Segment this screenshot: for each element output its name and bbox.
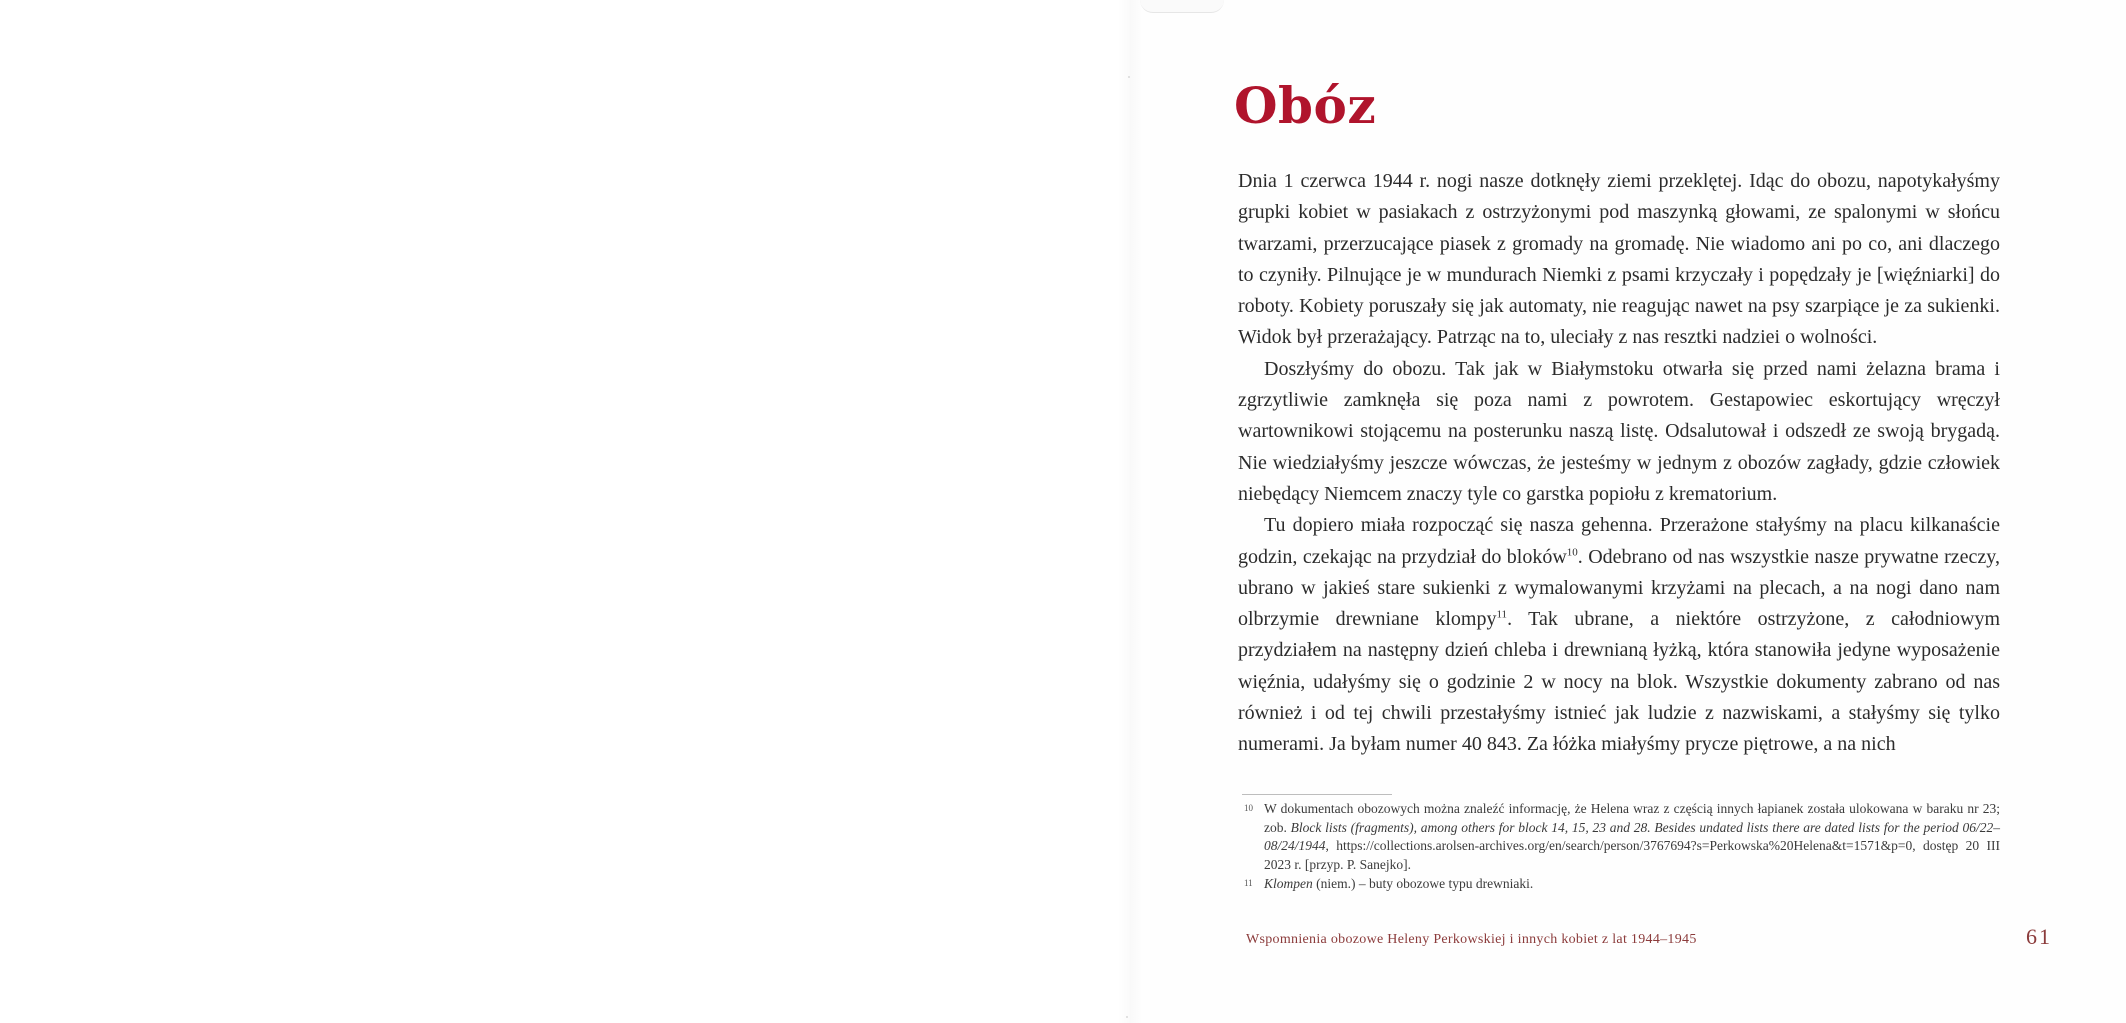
footnote-italic-term: Klompen [1264, 875, 1313, 891]
paragraph-3 [1238, 510, 2000, 760]
footnote-number: 11 [1244, 877, 1253, 888]
footnote-11 [1242, 875, 2000, 894]
scan-tab-mark [1140, 0, 1224, 13]
scan-speck [1126, 1016, 1128, 1018]
footnote-divider [1242, 794, 1392, 795]
paragraph-3-part-b: . Odebrano od nas wszystkie nasze prywatne rzeczy, ubrano w jakieś stare sukienki z wymalowanymi krzyżami na plecach, a na nogi dano nam olbrzymie drewniane klompy [1238, 545, 2000, 631]
running-footer-title: Wspomnienia obozowe Heleny Perkowskiej i innych kobiet z lat 1944–1945 [1246, 932, 1697, 947]
footnote-number: 10 [1244, 803, 1253, 813]
paragraph-1: Dnia 1 czerwca 1944 r. nogi nasze dotknęły ziemi przeklętej. Idąc do obozu, napotykałyśmy grupki kobiet w pasiakach z ostrzyżonymi pod maszynką głowami, ze spalonymi w słońcu twarzami, przerzucające piasek z gromady na gromadę. Nie wiadomo ani po co, ani dlaczego to czyniły. Pilnujące je w mundurach Niemki z psami krzyczały i popędzały je [więźniarki] do roboty. Kobiety poruszały się jak automaty, nie reagując nawet na psy szarpiące je za sukienki. Widok był przerażający. Patrząc na to, uleciały z nas resztki nadziei o wolności. [1238, 170, 2000, 349]
footnote-text-link[interactable]: , https://collections.arolsen-archives.org/en/search/person/3767694?s=Perkowska%20Helena&t=1571&p=0, dostęp 20 III 2023 r. [przyp. P. Sanejko]. [1264, 838, 2000, 873]
paragraph-3-part-c: . Tak ubrane, a niektóre ostrzyżone, z całodniowym przydziałem na następny dzień chleba i drewnianą łyżką, która stanowiła jedyne wyposażenie więźnia, udałyśmy się o godzinie 2 w nocy na blok. Wszystkie dokumenty zabrano od nas również i od tej chwili przestałyśmy istnieć jak ludzie z nazwiskami, a stałyśmy się tylko numerami. Ja byłam numer 40 843. Za łóżka miałyśmy prycze piętrowe, a na nich [1238, 608, 2000, 756]
footnote-10 [1242, 800, 2000, 875]
chapter-title: Obóz [1234, 76, 1377, 135]
footnote-text: W dokumentach obozowych można znaleźć informację, że Helena wraz z częścią innych łapianek została ulokowana w baraku nr 23; zob. [1264, 801, 2000, 835]
page-number: 61 [2026, 924, 2052, 949]
footnote-italic-title: Block lists (fragments), among others for block 14, 15, 23 and 28. Besides undated lists there are dated lists for the period 06/22–08/24/1944 [1264, 819, 2000, 854]
footnotes [1242, 800, 2000, 894]
gutter [1118, 0, 1142, 1023]
scan-speck [1128, 76, 1130, 78]
footnote-ref-10[interactable]: 10 [1566, 545, 1578, 558]
footnote-text: (niem.) – buty obozowe typu drewniaki. [1312, 875, 1534, 891]
footnote-ref-11[interactable]: 11 [1496, 608, 1508, 621]
body-text [1238, 166, 2000, 761]
paragraph-2: Doszłyśmy do obozu. Tak jak w Białymstoku otwarła się przed nami żelazna brama i zgrzytliwie zamknęła się poza nami z powrotem. Gestapowiec eskortujący wręczył wartownikowi stojącemu na posterunku naszą listę. Odsalutował i odszedł ze swoją brygadą. Nie wiedziałyśmy jeszcze wówczas, że jesteśmy w jednym z obozów zagłady, gdzie człowiek niebędący Niemcem znaczy tyle co garstka popiołu z krematorium. [1238, 357, 2000, 505]
paragraph-3-part-a: Tu dopiero miała rozpocząć się nasza gehenna. Przerażone stałyśmy na placu kilkanaście godzin, czekając na przydział do bloków [1238, 514, 2000, 568]
